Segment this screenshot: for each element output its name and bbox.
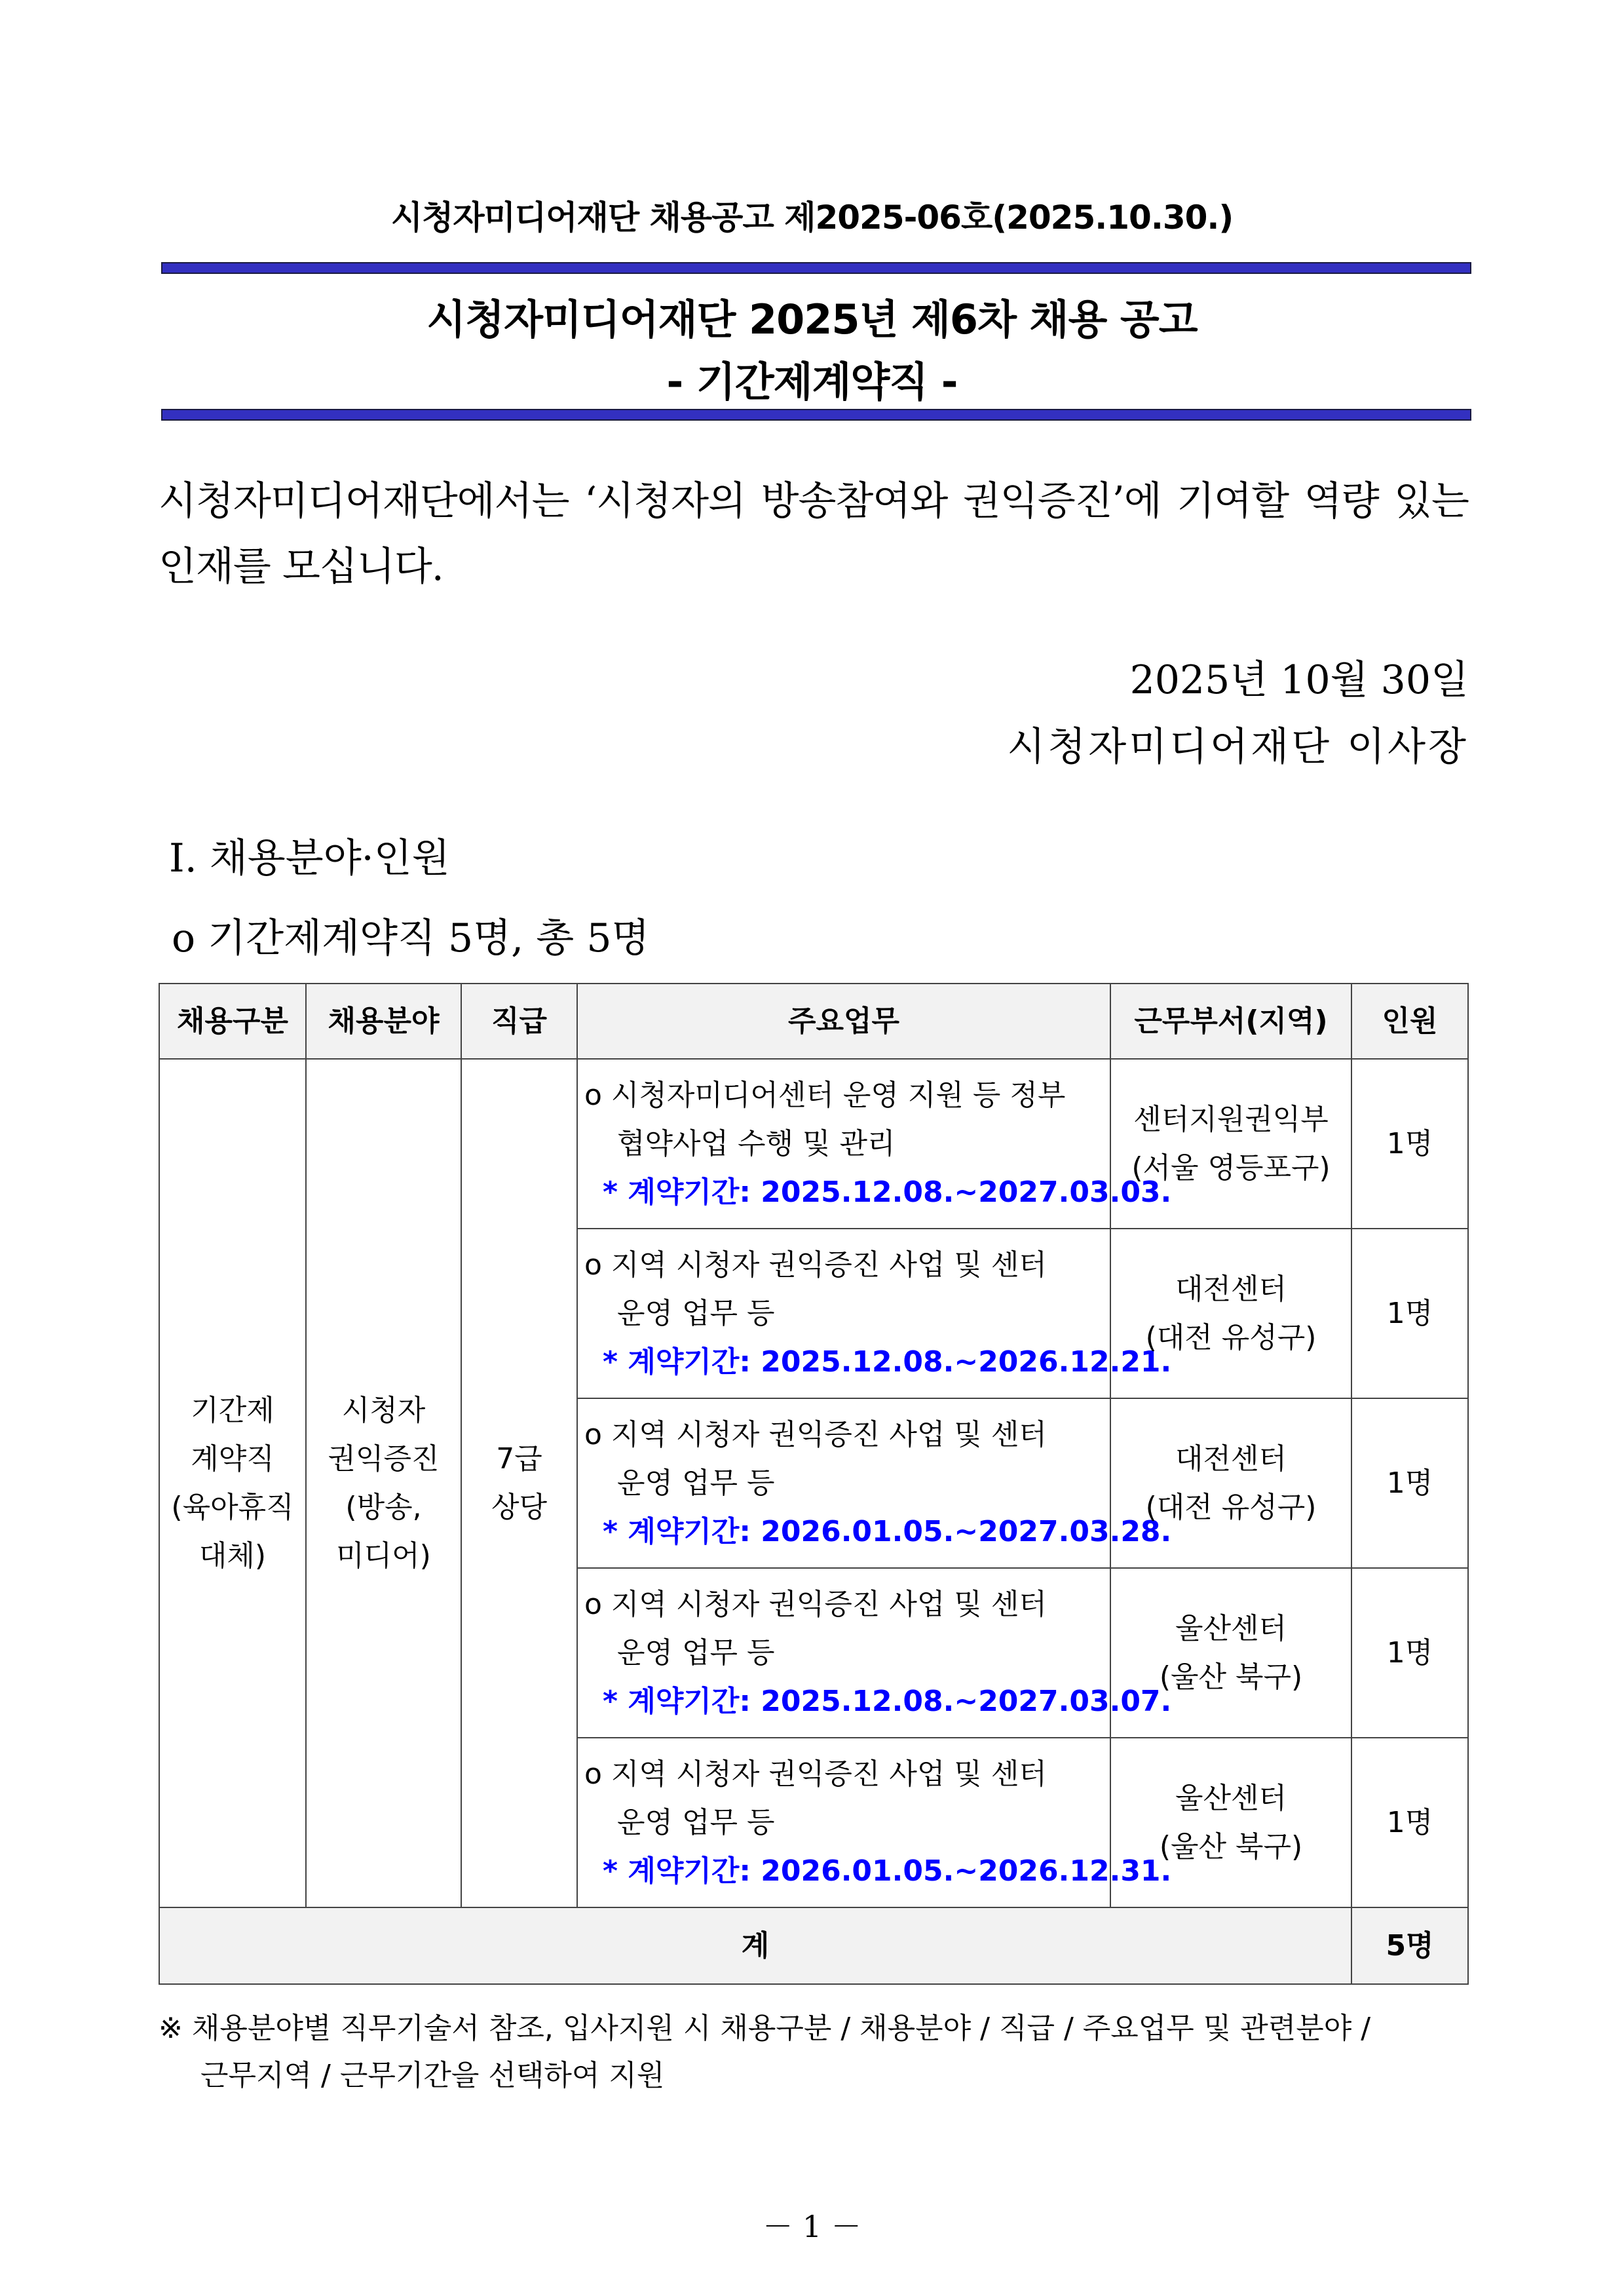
duty-text: o 지역 시청자 권익증진 사업 및 센터 xyxy=(584,1417,1047,1451)
headcount: 1명 xyxy=(1351,1398,1468,1568)
headcount: 1명 xyxy=(1351,1738,1468,1907)
duty-cell xyxy=(577,1059,1172,1229)
headcount: 1명 xyxy=(1351,1229,1468,1398)
duty-text: o 지역 시청자 권익증진 사업 및 센터 xyxy=(584,1248,1047,1282)
total-row xyxy=(159,1907,1468,1984)
field-line: (방송, xyxy=(345,1490,422,1524)
field-line: 미디어) xyxy=(336,1539,431,1573)
column-header: 주요업무 xyxy=(577,984,1110,1059)
grade-cell xyxy=(461,1059,577,1907)
announcement-date: 2025년 10월 30일 xyxy=(1129,657,1469,703)
section-summary: o 기간제계약직 5명, 총 5명 xyxy=(172,915,650,961)
duty-text: 운영 업무 등 xyxy=(617,1636,775,1670)
table-row xyxy=(159,1059,1468,1229)
title-divider-bottom xyxy=(161,409,1471,421)
contract-period: * 계약기간: 2025.12.08.~2026.12.21. xyxy=(603,1345,1172,1379)
signer: 시청자미디어재단 이사장 xyxy=(1007,724,1469,770)
category-line: 기간제 xyxy=(191,1393,274,1427)
grade-line: 7급 xyxy=(496,1442,542,1476)
grade-line: 상당 xyxy=(491,1490,547,1524)
total-label: 계 xyxy=(159,1907,1351,1984)
category-line: 계약직 xyxy=(191,1442,274,1476)
duty-text: o 지역 시청자 권익증진 사업 및 센터 xyxy=(584,1757,1047,1791)
category-line: 대체) xyxy=(198,1539,267,1573)
page-number: － 1 － xyxy=(763,2209,861,2244)
column-header: 근무부서(지역) xyxy=(1110,984,1351,1059)
footnote-line: 근무지역 / 근무기간을 선택하여 지원 xyxy=(200,2059,665,2092)
dept-name: 울산센터 xyxy=(1175,1611,1287,1645)
contract-period: * 계약기간: 2025.12.08.~2027.03.03. xyxy=(603,1175,1172,1209)
field-line: 권익증진 xyxy=(328,1442,440,1476)
duty-cell xyxy=(577,1738,1172,1907)
duty-text: 운영 업무 등 xyxy=(617,1805,775,1839)
title-divider-top xyxy=(161,262,1471,274)
contract-period: * 계약기간: 2026.01.05.~2026.12.31. xyxy=(603,1854,1172,1888)
dept-name: 센터지원권익부 xyxy=(1133,1102,1329,1136)
column-header: 인원 xyxy=(1351,984,1468,1059)
page-subtitle: - 기간제계약직 - xyxy=(666,358,958,406)
field-line: 시청자 xyxy=(341,1393,426,1427)
announcement-number: 시청자미디어재단 채용공고 제2025-06호(2025.10.30.) xyxy=(390,199,1234,237)
duty-cell xyxy=(577,1568,1172,1738)
headcount: 1명 xyxy=(1351,1059,1468,1229)
duty-text: o 지역 시청자 권익증진 사업 및 센터 xyxy=(584,1587,1047,1621)
intro-paragraph: 시청자미디어재단에서는 ‘시청자의 방송참여와 권익증진’에 기여할 역량 있는 인재를 모십니다. xyxy=(159,478,1469,590)
recruitment-table xyxy=(159,983,1469,1985)
column-header: 직급 xyxy=(461,984,577,1059)
category-cell xyxy=(159,1059,306,1907)
footnote-line: ※ 채용분야별 직무기술서 참조, 입사지원 시 채용구분 / 채용분야 / 직급 / 주요업무 및 관련분야 / xyxy=(159,2012,1371,2045)
section-heading: Ⅰ. 채용분야·인원 xyxy=(169,835,450,881)
duty-cell xyxy=(577,1398,1172,1568)
dept-name: 대전센터 xyxy=(1175,1272,1287,1306)
contract-period: * 계약기간: 2025.12.08.~2027.03.07. xyxy=(603,1684,1172,1718)
dept-region: (울산 북구) xyxy=(1159,1829,1303,1864)
page-title: 시청자미디어재단 2025년 제6차 채용 공고 xyxy=(426,296,1198,343)
table-header-row xyxy=(159,984,1468,1059)
field-cell xyxy=(306,1059,461,1907)
duty-cell xyxy=(577,1229,1172,1398)
column-header: 채용분야 xyxy=(306,984,461,1059)
dept-region: (대전 유성구) xyxy=(1145,1320,1317,1354)
category-line: (육아휴직 xyxy=(171,1490,294,1524)
total-count: 5명 xyxy=(1351,1907,1468,1984)
dept-name: 울산센터 xyxy=(1175,1781,1287,1815)
contract-period: * 계약기간: 2026.01.05.~2027.03.28. xyxy=(603,1514,1172,1548)
duty-text: 운영 업무 등 xyxy=(617,1466,775,1500)
duty-text: o 시청자미디어센터 운영 지원 등 정부 xyxy=(584,1078,1066,1112)
duty-text: 운영 업무 등 xyxy=(617,1296,775,1330)
headcount: 1명 xyxy=(1351,1568,1468,1738)
dept-region: (서울 영등포구) xyxy=(1131,1151,1331,1185)
footnote xyxy=(159,2005,1469,2099)
duty-text: 협약사업 수행 및 관리 xyxy=(617,1126,896,1160)
dept-region: (울산 북구) xyxy=(1159,1660,1303,1694)
dept-name: 대전센터 xyxy=(1175,1442,1287,1476)
column-header: 채용구분 xyxy=(159,984,306,1059)
dept-region: (대전 유성구) xyxy=(1145,1490,1317,1524)
